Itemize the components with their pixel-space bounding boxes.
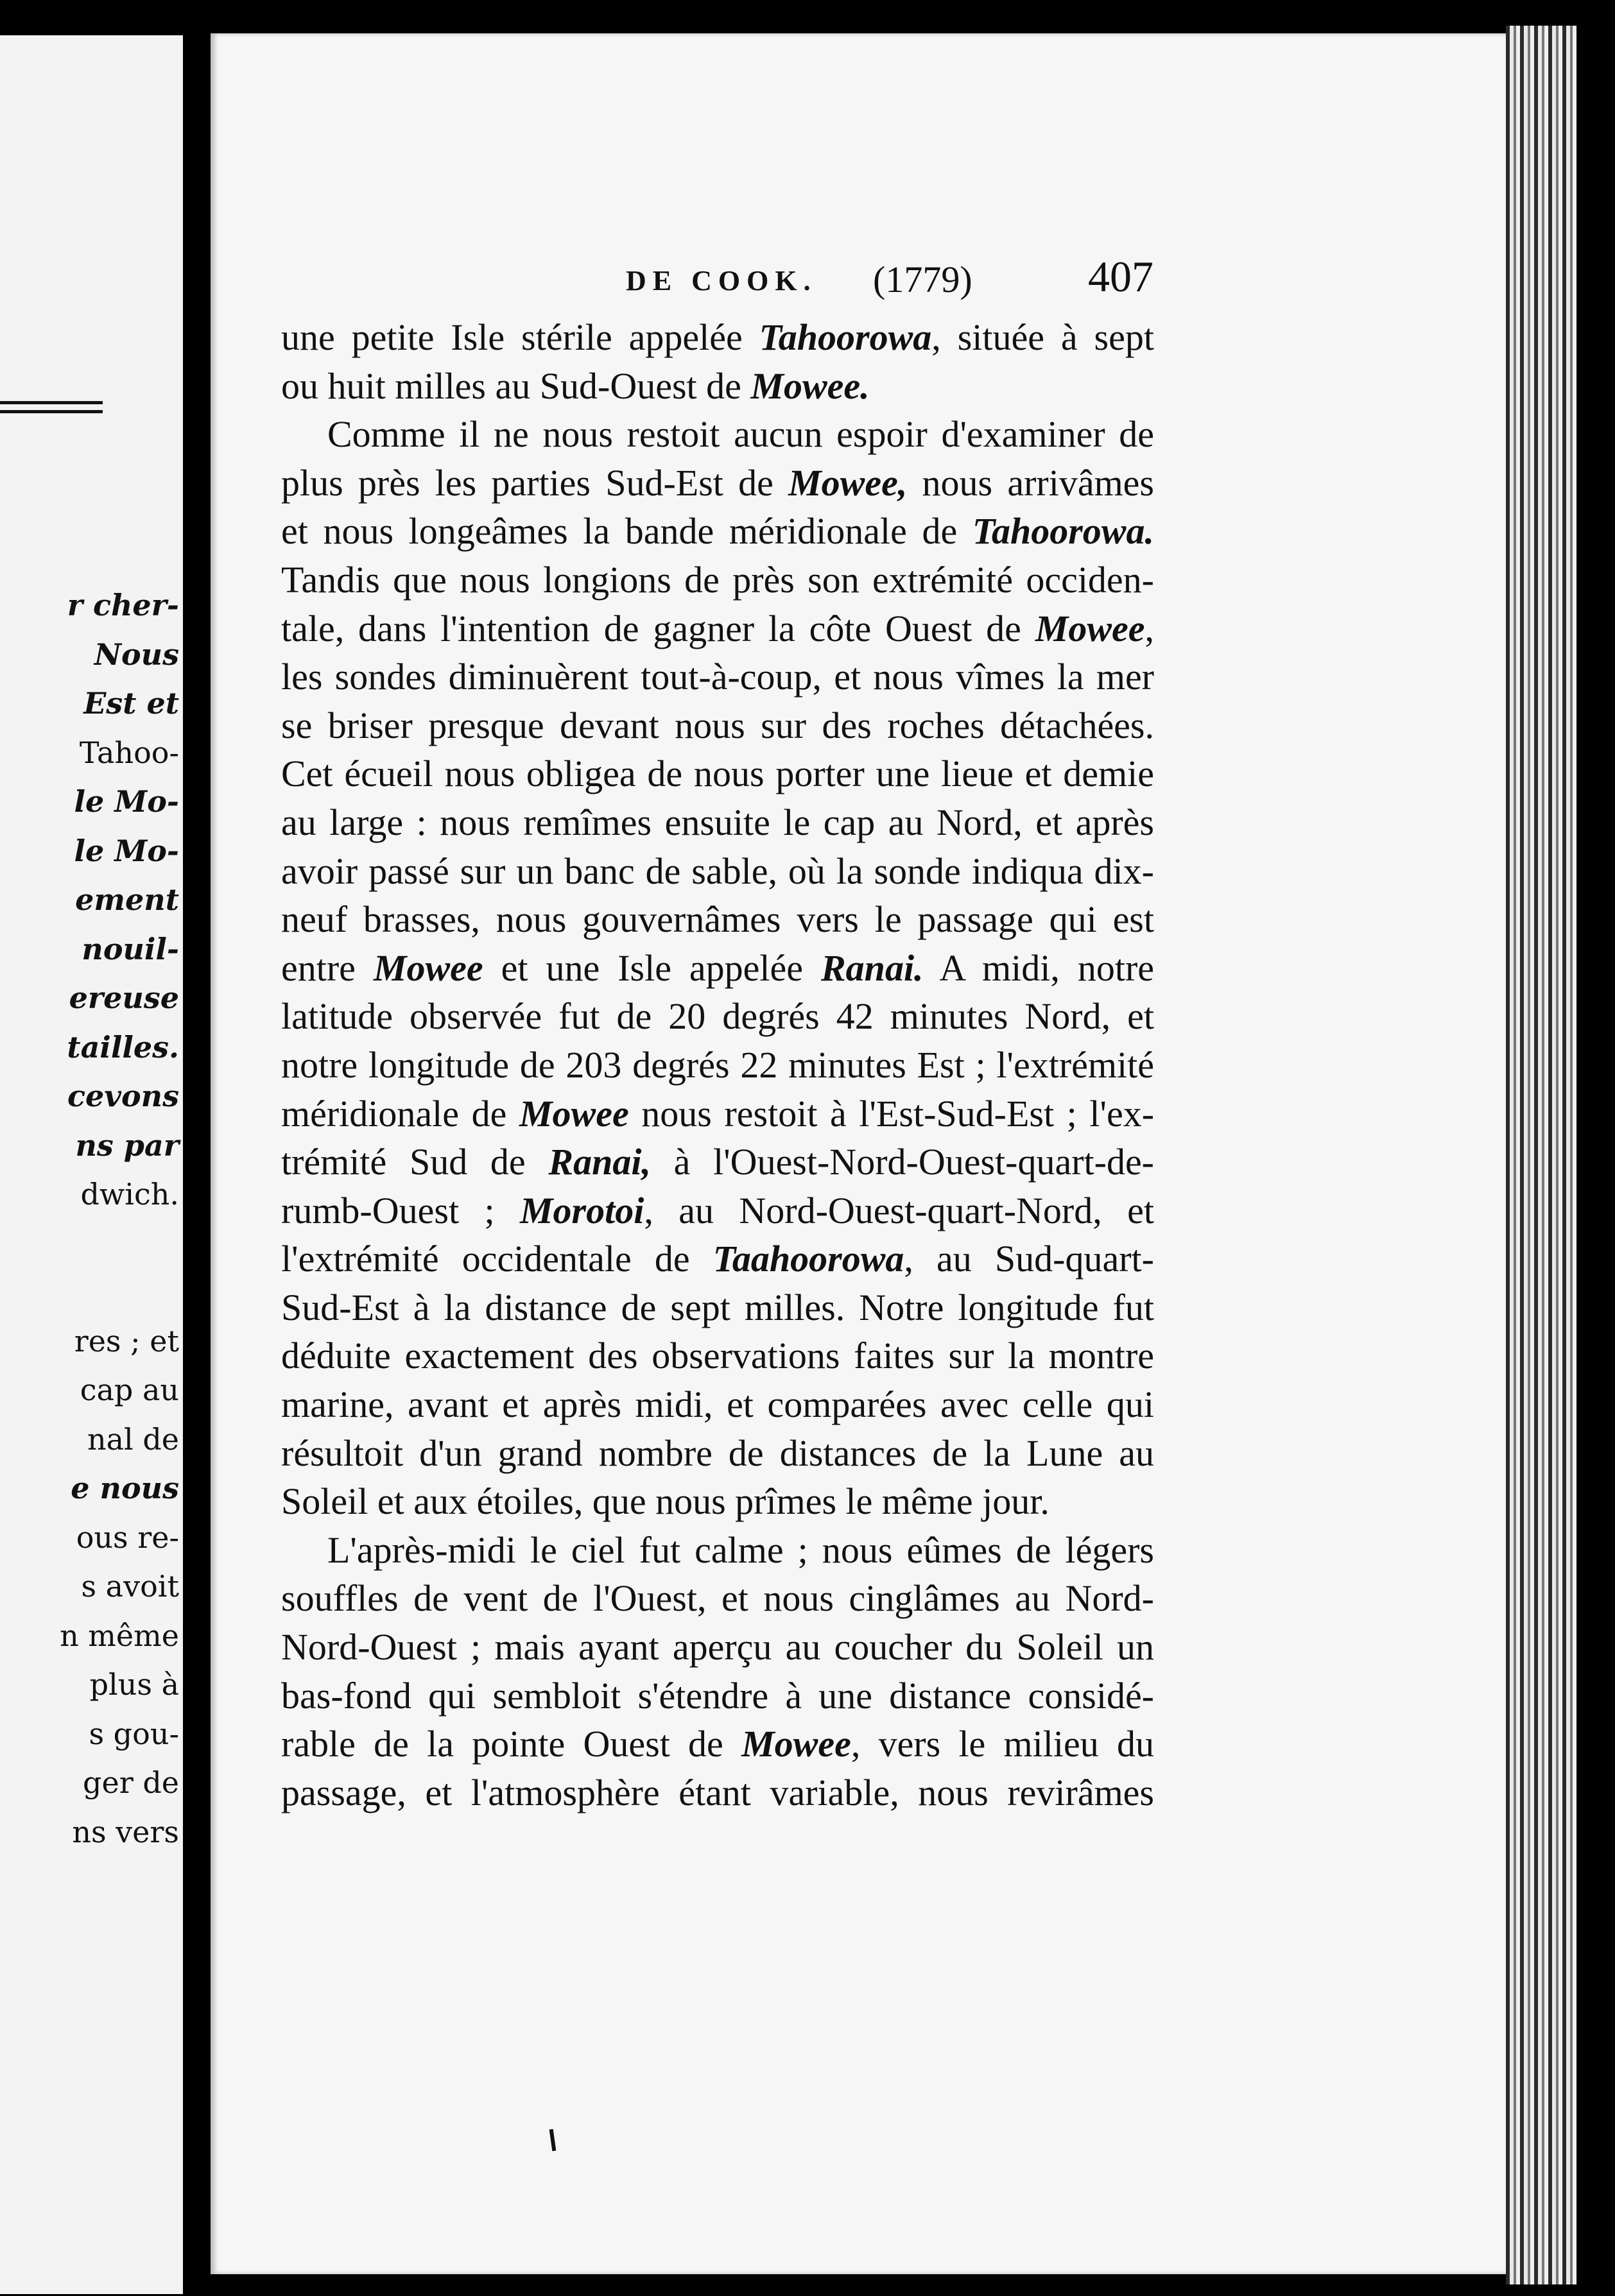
text-segment: latitude observée fut de 20 degrés 42 minutes Nord, et	[281, 995, 1154, 1038]
facing-page-line: Tahoo-	[79, 735, 179, 770]
text-segment: ,	[1144, 607, 1154, 649]
text-segment: Soleil et aux étoiles, que nous prîmes le même jour.	[281, 1480, 1049, 1523]
facing-page-line: r cher-	[67, 588, 179, 622]
text-line	[281, 459, 1154, 508]
text-line	[281, 992, 1154, 1041]
text-line	[281, 1429, 1154, 1478]
italic-name: Ranai.	[821, 947, 924, 989]
text-segment: les sondes diminuèrent tout-à-coup, et nous vîmes la mer	[281, 656, 1154, 698]
italic-name: Mowee,	[788, 461, 908, 504]
text-segment: , au Sud-quart-	[904, 1238, 1154, 1280]
text-line	[281, 895, 1154, 944]
text-line	[281, 556, 1154, 604]
facing-page-line	[0, 1219, 183, 1268]
italic-name: Ranai,	[548, 1141, 651, 1183]
text-segment: Tandis que nous longions de près son extrémité occiden-	[281, 558, 1154, 601]
text-line	[281, 1769, 1154, 1817]
text-line	[281, 1187, 1154, 1235]
text-segment: souffles de vent de l'Ouest, et nous cinglâmes au Nord-	[281, 1577, 1154, 1620]
text-segment: plus près les parties Sud-Est de	[281, 461, 789, 504]
facing-page-line: nal de	[87, 1421, 179, 1457]
text-line	[281, 313, 1154, 362]
facing-page-line: ns vers	[72, 1814, 179, 1849]
text-segment: Sud-Est à la distance de sept milles. Notre longitude fut	[281, 1286, 1154, 1328]
text-segment: se briser presque devant nous sur des roches détachées.	[281, 704, 1154, 746]
facing-page-line: n même	[60, 1618, 179, 1653]
text-line	[281, 653, 1154, 701]
italic-name: Tahoorowa.	[972, 510, 1154, 553]
italic-name: Mowee	[373, 947, 483, 989]
text-segment: résultoit d'un grand nombre de distances de la Lune au	[281, 1432, 1154, 1474]
italic-name: Tahoorowa	[759, 316, 932, 358]
text-line	[281, 750, 1154, 798]
left-page-rule	[0, 410, 103, 413]
text-segment: marine, avant et après midi, et comparées avec celle qui	[281, 1384, 1154, 1426]
text-segment: au large : nous remîmes ensuite le cap au Nord, et après	[281, 801, 1154, 843]
text-segment: méridionale de	[281, 1092, 519, 1135]
facing-page-line: s avoit	[81, 1569, 179, 1604]
text-line	[281, 798, 1154, 847]
facing-page-line: le Mo-	[74, 833, 179, 868]
running-head: DE COOK.	[626, 265, 817, 296]
text-segment: Comme il ne nous restoit aucun espoir d'examiner de	[327, 413, 1154, 456]
text-segment: déduite exactement des observations faites sur la montre	[281, 1335, 1154, 1377]
italic-name: Mowee.	[750, 364, 870, 407]
text-line	[281, 1672, 1154, 1720]
text-segment: bas-fond qui sembloit s'étendre à une distance considé-	[281, 1674, 1154, 1717]
text-line	[281, 507, 1154, 556]
page-edge	[1506, 26, 1576, 2284]
text-segment: L'après-midi le ciel fut calme ; nous eûmes de légers	[327, 1529, 1154, 1571]
text-segment: , située à sept	[931, 316, 1154, 358]
text-segment: ou huit milles au Sud-Ouest de	[281, 364, 751, 407]
facing-page-line: nouil-	[82, 931, 179, 966]
text-segment: une petite Isle stérile appelée	[281, 316, 759, 358]
facing-page-line: ereuse	[69, 981, 179, 1015]
text-segment: neuf brasses, nous gouvernâmes vers le passage qui est	[281, 898, 1154, 941]
text-line	[281, 1235, 1154, 1283]
text-line	[281, 1623, 1154, 1672]
facing-page-line: e nous	[71, 1471, 179, 1505]
italic-name: Mowee	[741, 1723, 851, 1765]
text-segment: à l'Ouest-Nord-Ouest-quart-de-	[650, 1141, 1154, 1183]
text-line	[281, 1720, 1154, 1769]
facing-page-line: Est et	[83, 686, 179, 721]
text-line	[281, 1380, 1154, 1429]
text-line	[281, 701, 1154, 750]
text-segment: entre	[281, 947, 374, 989]
italic-name: Taahoorowa	[712, 1238, 904, 1280]
text-segment: , au Nord-Ouest-quart-Nord, et	[644, 1189, 1154, 1231]
text-line	[281, 1041, 1154, 1090]
text-line	[281, 1332, 1154, 1380]
facing-page-line: dwich.	[80, 1177, 179, 1212]
text-line	[281, 1090, 1154, 1138]
italic-name: Mowee	[1035, 607, 1145, 649]
text-segment: rable de la pointe Ouest de	[281, 1723, 742, 1765]
facing-page-line: tailles.	[67, 1029, 179, 1065]
text-line	[281, 847, 1154, 896]
facing-page-line: ger de	[83, 1765, 179, 1800]
text-segment: nous restoit à l'Est-Sud-Est ; l'ex-	[628, 1092, 1155, 1135]
text-segment: tale, dans l'intention de gagner la côte Ouest de	[281, 607, 1035, 649]
text-line	[281, 1526, 1154, 1575]
italic-name: Mowee	[519, 1092, 629, 1135]
text-segment: l'extrémité occidentale de	[281, 1238, 713, 1280]
text-line	[281, 1574, 1154, 1623]
text-segment: trémité Sud de	[281, 1141, 549, 1183]
facing-page-line: ous re-	[76, 1520, 179, 1555]
facing-page-line	[0, 1268, 183, 1317]
facing-page-line: res ; et	[74, 1323, 179, 1358]
text-segment: , vers le milieu du	[851, 1723, 1155, 1765]
facing-page-line: ns par	[75, 1127, 179, 1163]
text-line	[281, 1283, 1154, 1332]
text-segment: passage, et l'atmosphère étant variable, nous revirâmes	[281, 1771, 1154, 1813]
body-text	[281, 313, 1154, 1817]
facing-page-line: cevons	[67, 1079, 179, 1113]
page-header	[626, 252, 1152, 309]
facing-page-left	[0, 35, 183, 2294]
text-segment: rumb-Ouest ;	[281, 1189, 520, 1231]
facing-page-line: cap au	[80, 1373, 179, 1407]
text-segment: et une Isle appelée	[483, 947, 821, 989]
text-segment: Cet écueil nous obligea de nous porter une lieue et demie	[281, 753, 1154, 795]
running-head-year: (1779)	[873, 259, 972, 300]
italic-name: Morotoi	[519, 1189, 644, 1231]
page-number: 407	[1088, 252, 1153, 301]
text-line	[281, 1477, 1154, 1526]
facing-page-line: Nous	[94, 637, 179, 672]
text-line	[281, 604, 1154, 653]
text-segment: Nord-Ouest ; mais ayant aperçu au coucher du Soleil un	[281, 1626, 1154, 1668]
text-segment: avoir passé sur un banc de sable, où la sonde indiqua dix-	[281, 850, 1154, 892]
left-page-rule	[0, 401, 103, 404]
facing-page-line: le Mo-	[74, 784, 179, 819]
facing-page-line: ement	[75, 882, 179, 917]
text-segment: nous arrivâmes	[907, 461, 1154, 504]
text-line	[281, 410, 1154, 459]
text-segment: notre longitude de 203 degrés 22 minutes Est ; l'extrémité	[281, 1043, 1154, 1086]
facing-page-text	[0, 581, 183, 1856]
facing-page-line: s gou-	[89, 1716, 179, 1751]
text-segment: et nous longeâmes la bande méridionale de	[281, 510, 972, 553]
text-line	[281, 362, 1154, 411]
facing-page-line: plus à	[89, 1667, 179, 1702]
text-line	[281, 944, 1154, 993]
text-line	[281, 1138, 1154, 1187]
text-segment: A midi, notre	[923, 947, 1155, 989]
